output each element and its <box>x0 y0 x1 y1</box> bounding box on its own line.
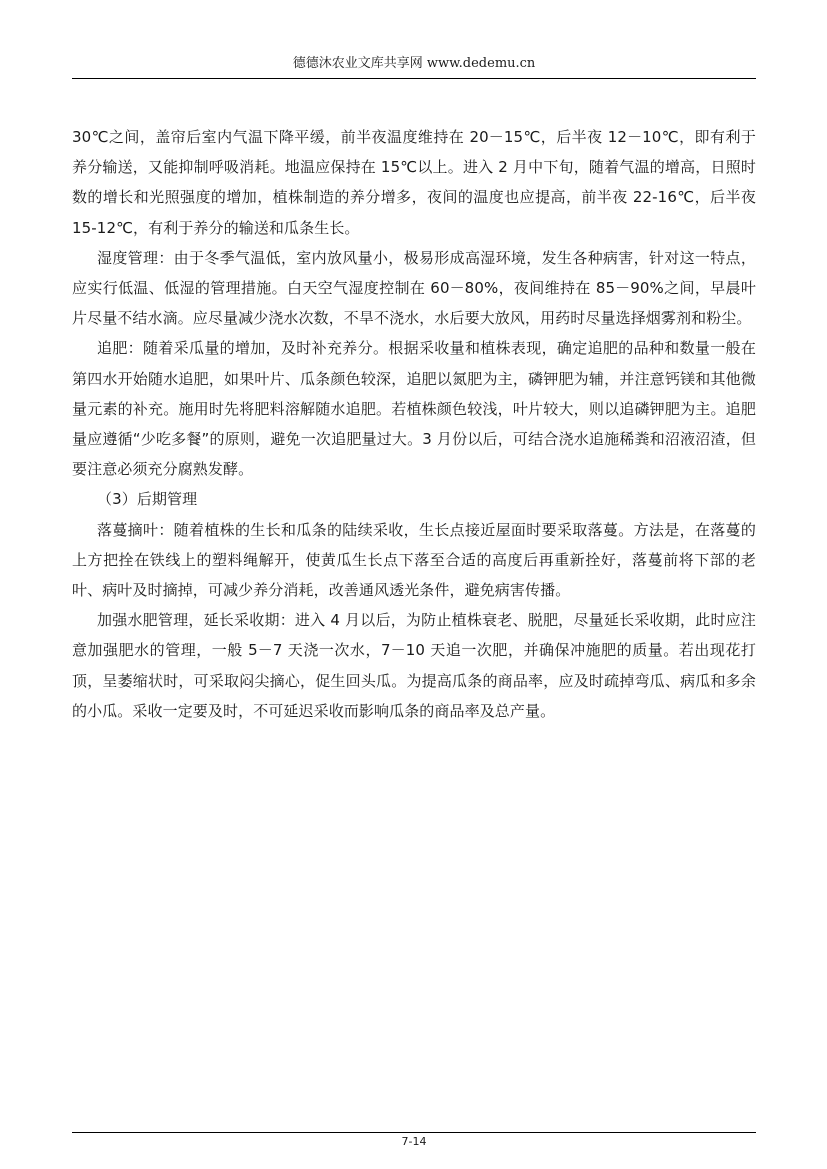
section-heading-late-management: （3）后期管理 <box>97 490 198 509</box>
paragraph-topdressing: 追肥：随着采瓜量的增加，及时补充养分。根据采收量和植株表现，确定追肥的品种和数量一般在第四水开始随水追肥，如果叶片、瓜条颜色较深，追肥以氮肥为主，磷钾肥为辅，并注意钙镁和其他微量元素的补充。施用时先将肥料溶解随水追肥。若植株颜色较浅，叶片较大，则以追磷钾肥为主。追肥量应遵循“少吃多餐”的原则，避免一次追肥量过大。3 月份以后，可结合浇水追施稀粪和沼液沼渣，但要注意必须充分腐熟发酵。 <box>72 339 756 479</box>
page-number: 7-14 <box>401 1135 427 1148</box>
paragraph-temperature-continued: 30℃之间，盖帘后室内气温下降平缓，前半夜温度维持在 20－15℃，后半夜 12－10℃，即有利于养分输送，又能抑制呼吸消耗。地温应保持在 15℃以上。进入 2 月中下旬，随着气温的增高，日照时数的增长和光照强度的增加，植株制造的养分增多，夜间的温度也应提高，前半夜 22-16℃，后半夜 15-12℃，有利于养分的输送和瓜条生长。 <box>72 128 756 237</box>
paragraph-vine-lowering: 落蔓摘叶：随着植株的生长和瓜条的陆续采收，生长点接近屋面时要采取落蔓。方法是，在落蔓的上方把拴在铁线上的塑料绳解开，使黄瓜生长点下落至合适的高度后再重新拴好，落蔓前将下部的老叶、病叶及时摘掉，可减少养分消耗，改善通风透光条件，避免病害传播。 <box>72 520 756 600</box>
header-divider <box>72 78 756 79</box>
paragraph-water-fertilizer: 加强水肥管理，延长采收期：进入 4 月以后，为防止植株衰老、脱肥，尽量延长采收期，此时应注意加强肥水的管理，一般 5－7 天浇一次水，7－10 天追一次肥，并确保冲施肥的质量。若出现花打顶，呈萎缩状时，可采取闷尖摘心，促生回头瓜。为提高瓜条的商品率，应及时疏掉弯瓜、病瓜和多余的小瓜。采收一定要及时，不可延迟采收而影响瓜条的商品率及总产量。 <box>72 611 756 720</box>
paragraph-humidity-management: 湿度管理：由于冬季气温低，室内放风量小，极易形成高湿环境，发生各种病害，针对这一特点，应实行低温、低湿的管理措施。白天空气湿度控制在 60－80%，夜间维持在 85－90%之间，早晨叶片尽量不结水滴。应尽量减少浇水次数，不旱不浇水，水后要大放风，用药时尽量选择烟雾剂和粉尘。 <box>72 248 756 328</box>
document-body <box>72 122 756 726</box>
footer-divider <box>72 1132 756 1133</box>
page-header: 德德沐农业文库共享网 www.dedemu.cn <box>292 56 536 71</box>
